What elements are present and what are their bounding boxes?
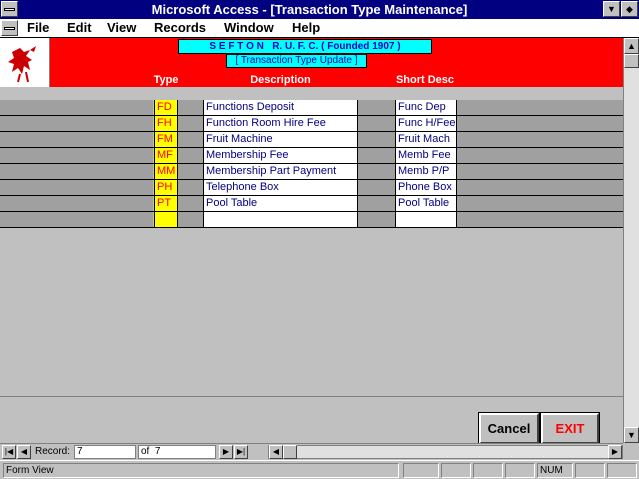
status-mode: Form View [3,463,399,478]
short-desc-field[interactable]: Func H/Fee [395,116,457,131]
short-desc-field[interactable]: Memb P/P [395,164,457,179]
short-desc-field[interactable]: Func Dep [395,100,457,115]
type-field[interactable]: PH [154,180,178,195]
description-field[interactable]: Membership Part Payment [203,164,358,179]
menu-bar [0,19,639,38]
new-record-row [0,212,623,228]
table-row [0,164,623,180]
record-count [138,445,216,459]
table-row [0,116,623,132]
record-selector[interactable] [0,132,153,147]
restore-icon[interactable]: ◆ [621,1,638,17]
description-field[interactable]: Pool Table [203,196,358,211]
type-field[interactable]: MM [154,164,178,179]
exit-button[interactable]: EXIT [541,413,599,444]
record-selector[interactable] [0,212,153,227]
record-selector[interactable] [0,148,153,163]
scroll-thumb[interactable] [624,54,639,68]
scroll-up-icon[interactable]: ▲ [624,38,639,54]
form-footer-divider [0,396,623,397]
document-menu-icon[interactable] [1,20,18,36]
status-indicator [441,463,471,478]
status-indicator [473,463,503,478]
description-field[interactable]: Telephone Box [203,180,358,195]
description-field[interactable]: Fruit Machine [203,132,358,147]
description-field[interactable]: Function Room Hire Fee [203,116,358,131]
table-row [0,100,623,116]
description-field[interactable]: Membership Fee [203,148,358,163]
form-header [0,38,623,87]
prev-record-icon[interactable]: ◀ [17,445,31,459]
short-desc-field[interactable] [395,212,457,227]
scroll-down-icon[interactable]: ▼ [624,427,639,443]
record-navigation-bar [0,443,623,460]
menu-edit[interactable]: Edit [67,20,92,35]
column-header-description: Description [250,74,311,86]
status-bar [0,460,639,479]
short-desc-field[interactable]: Memb Fee [395,148,457,163]
type-field[interactable]: FD [154,100,178,115]
type-field[interactable]: MF [154,148,178,163]
column-header-type: Type [153,74,179,86]
menu-view[interactable]: View [107,20,137,35]
record-selector[interactable] [0,116,153,131]
last-record-icon[interactable]: ▶| [234,445,248,459]
of-label: of [141,446,150,457]
horizontal-scrollbar[interactable] [268,445,623,459]
first-record-icon[interactable]: |◀ [2,445,16,459]
menu-records[interactable]: Records [154,20,207,35]
table-row [0,132,623,148]
record-selector[interactable] [0,100,153,115]
table-row [0,148,623,164]
vertical-scrollbar[interactable] [623,38,639,443]
table-row [0,180,623,196]
record-selector[interactable] [0,180,153,195]
type-field[interactable]: FH [154,116,178,131]
liver-bird-logo [0,38,50,87]
status-indicator [505,463,535,478]
system-menu-icon[interactable] [1,1,18,17]
cancel-button[interactable]: Cancel [479,413,539,444]
description-field[interactable] [203,212,358,227]
form-subtitle: [ Transaction Type Update ] [226,54,367,68]
scroll-corner [623,443,639,460]
record-selector[interactable] [0,164,153,179]
scroll-left-icon[interactable]: ◀ [269,445,283,459]
num-lock-indicator: NUM [537,463,573,478]
description-field[interactable]: Functions Deposit [203,100,358,115]
scroll-right-icon[interactable]: ▶ [608,445,622,459]
form-area [0,38,623,442]
next-record-icon[interactable]: ▶ [219,445,233,459]
record-number-input[interactable]: 7 [74,445,136,459]
short-desc-field[interactable]: Pool Table [395,196,457,211]
status-indicator [575,463,605,478]
status-indicator [607,463,637,478]
menu-help[interactable]: Help [292,20,321,35]
menu-window[interactable]: Window [224,20,274,35]
column-header-short-desc: Short Desc [395,74,455,86]
short-desc-field[interactable]: Phone Box [395,180,457,195]
club-title-banner: S E F T O N R. U. F. C. ( Founded 1907 ) [178,39,432,54]
status-indicator [403,463,439,478]
table-row [0,196,623,212]
minimize-icon[interactable]: ▼ [603,1,620,17]
type-field[interactable] [154,212,178,227]
menu-file[interactable]: File [27,20,50,35]
window-title: Microsoft Access - [Transaction Type Maintenance] [151,2,468,17]
total-records: 7 [154,446,161,457]
h-scroll-thumb[interactable] [283,445,297,459]
record-selector[interactable] [0,196,153,211]
type-field[interactable]: PT [154,196,178,211]
type-field[interactable]: FM [154,132,178,147]
short-desc-field[interactable]: Fruit Mach [395,132,457,147]
record-label: Record: [35,446,71,457]
title-bar [0,0,639,19]
